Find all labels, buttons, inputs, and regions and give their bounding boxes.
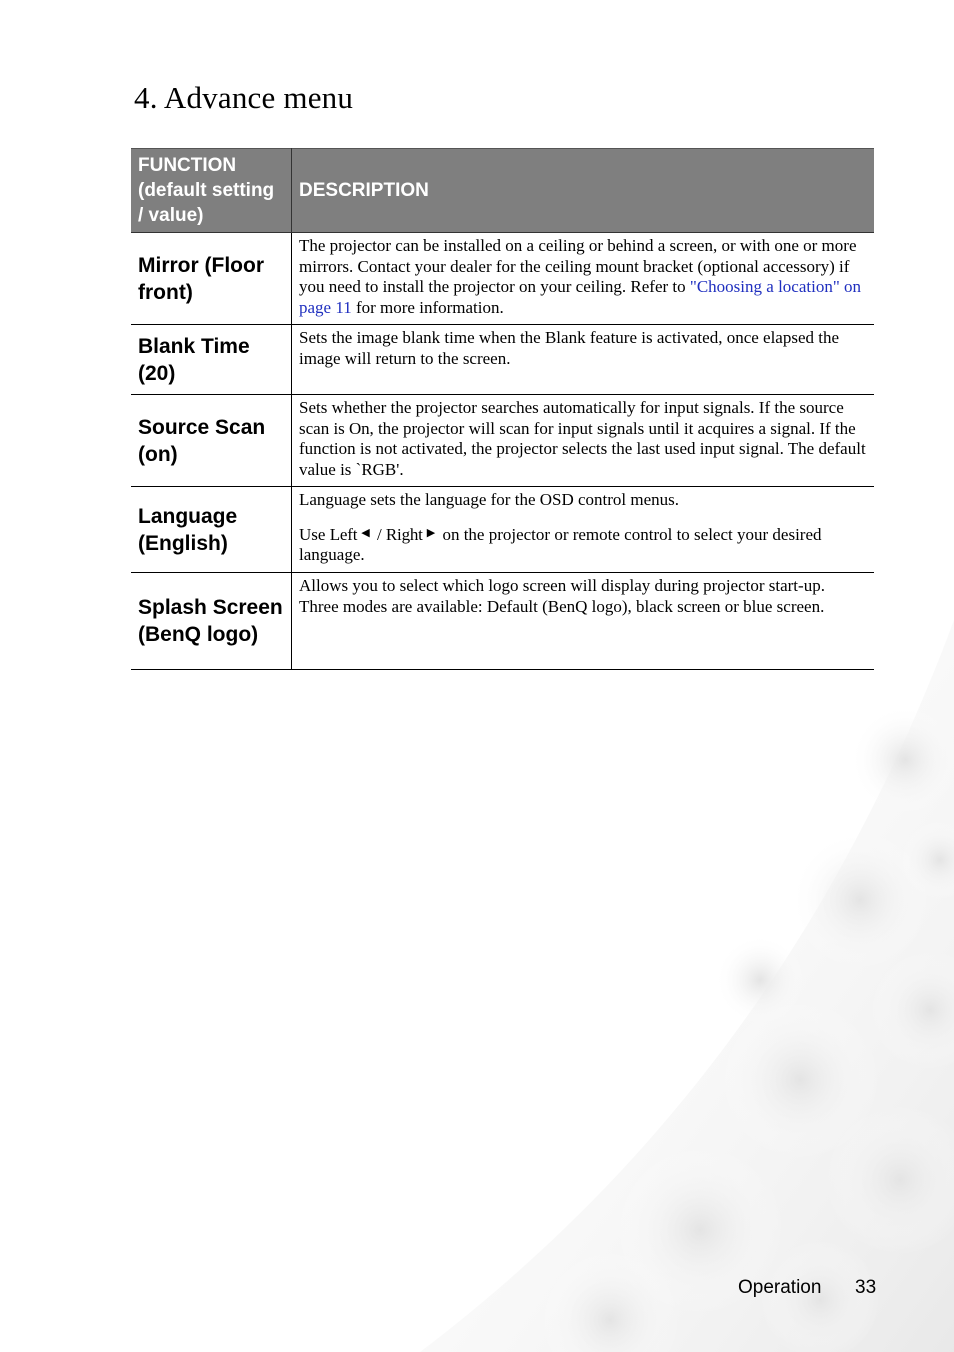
description-cell: Allows you to select which logo screen will display during projector start-up. Three modes are available: Default (BenQ logo), black screen or blue screen. [292,573,875,670]
triangle-left-icon: ◀ [361,526,370,539]
table-row [131,487,874,573]
table-row [131,573,874,670]
footer-page-number: 33 [855,1277,877,1298]
description-paragraph: Language sets the language for the OSD control menus. [299,490,680,509]
description-paragraph: Use Left ◀ / Right ▶ on the projector or remote control to select your desired language. [299,524,822,564]
function-cell: Splash Screen (BenQ logo) [131,573,292,670]
function-cell: Language (English) [131,487,292,573]
description-cell [292,487,875,573]
table-row [131,325,874,395]
function-column-header: FUNCTION (default setting / value) [131,149,292,233]
advance-menu-table [131,148,874,670]
description-text: Sets whether the projector searches automatically for input signals. If the source scan is [299,398,844,438]
table-header-row [131,149,874,233]
description-text: , the projector will scan for input signals until it acquires a signal. If the function is not activated, the projector selects the last used input signal. The default value is `RGB'. [299,418,866,479]
description-text: for more information. [351,297,504,317]
table-row [131,395,874,487]
left-key-label: Left [329,524,358,544]
triangle-right-icon: ▶ [426,526,436,539]
description-column-header: DESCRIPTION [292,149,875,233]
function-cell: Source Scan (on) [131,395,292,487]
function-cell: Mirror (Floor front) [131,233,292,325]
description-cell [292,395,875,487]
ui-term-on: On [349,418,370,438]
description-cell [292,233,875,325]
right-key-label: Right [385,524,423,544]
footer-section-name: Operation [738,1277,822,1298]
table-row [131,233,874,325]
description-text: The projector can be installed on a ceiling or behind a screen, or with one or more mirrors. Contact your dealer for the ceiling mount bracket (optional accessory) if you need to install the projector on your ceiling. Refer to [299,236,857,296]
description-cell: Sets the image blank time when the Blank feature is activated, once elapsed the image will return to the screen. [292,325,875,395]
page-reference-link[interactable]: "Choosing a location" on page 11 [299,277,862,317]
page-title: 4. Advance menu [134,80,354,115]
function-cell: Blank Time (20) [131,325,292,395]
